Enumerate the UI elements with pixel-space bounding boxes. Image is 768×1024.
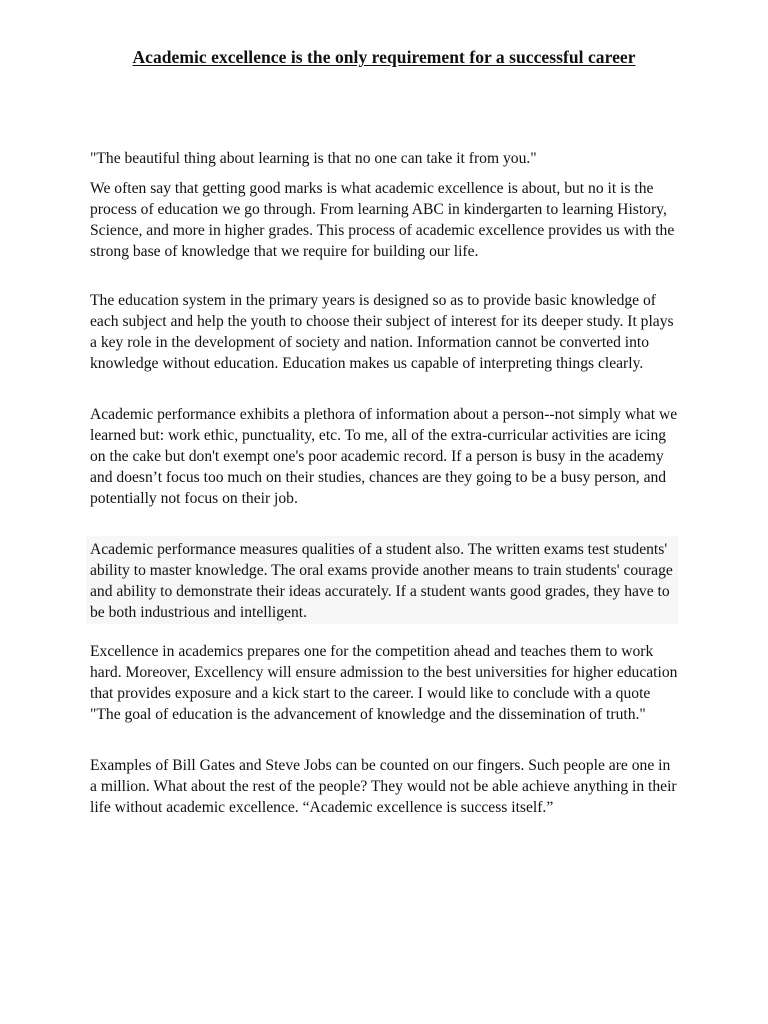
paragraph-4: Academic performance measures qualities of a student also. The written exams test students' ability to master knowledge. The oral exams provide another means to train students' courage and ability to demonstrate their ideas accurately. If a student wants good grades, they have to be both industrious and intelligent.: [90, 541, 673, 621]
paragraph-3: Academic performance exhibits a plethora of information about a person--not simply what we learned but: work ethic, punctuality, etc. To me, all of the extra-curricular activities are icing on the cake but don't exempt one's poor academic record. If a person is busy in the academy and doesn’t focus too much on their studies, chances are they going to be a busy person, and potentially not focus on their job.: [90, 406, 678, 507]
document-title: Academic excellence is the only requirement for a successful career: [132, 47, 636, 67]
paragraph-5: Excellence in academics prepares one for the competition ahead and teaches them to work hard. Moreover, Excellency will ensure admission to the best universities for higher education that provides exposure and a kick start to the career. I would like to conclude with a quote "The goal of education is the advancement of knowledge and the dissemination of truth.": [90, 643, 678, 723]
paragraph-6: Examples of Bill Gates and Steve Jobs can be counted on our fingers. Such people are one in a million. What about the rest of the people? They would not be able achieve anything in their life without academic excellence. “Academic excellence is success itself.”: [90, 757, 677, 816]
opening-quote: "The beautiful thing about learning is that no one can take it from you.": [90, 150, 537, 167]
paragraph-2: The education system in the primary years is designed so as to provide basic knowledge of each subject and help the youth to choose their subject of interest for its deeper study. It plays a key role in the development of society and nation. Information cannot be converted into knowledge without education. Education makes us capable of interpreting things clearly.: [90, 292, 674, 372]
paragraph-1: We often say that getting good marks is what academic excellence is about, but no it is the process of education we go through. From learning ABC in kindergarten to learning History, Science, and more in higher grades. This process of academic excellence provides us with the strong base of knowledge that we require for building our life.: [90, 180, 675, 260]
